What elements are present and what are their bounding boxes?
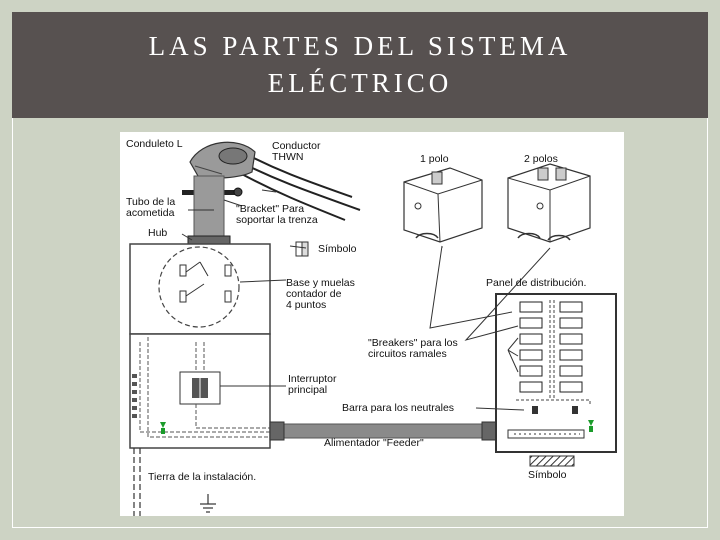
breaker-symbol-top	[296, 242, 308, 256]
distribution-panel	[496, 294, 616, 452]
conduleto-fitting	[190, 142, 255, 178]
neutral-bar	[508, 430, 584, 438]
ground-symbol-left	[200, 494, 216, 512]
label-base: Base y muelas contador de 4 puntos	[286, 277, 355, 311]
label-breakers: "Breakers" para los circuitos ramales	[368, 337, 458, 360]
slide-title: LAS PARTES DEL SISTEMA ELÉCTRICO	[148, 31, 572, 98]
hatch-symbol	[530, 456, 574, 466]
label-tierra: Tierra de la instalación.	[148, 471, 257, 483]
main-breaker	[180, 372, 220, 404]
label-two-poles: 2 polos	[524, 153, 558, 165]
feeder-conduit	[270, 424, 496, 438]
label-panel: Panel de distribución.	[486, 277, 587, 289]
label-conduleto: Conduleto L	[126, 138, 183, 150]
two-pole-breaker	[508, 164, 590, 242]
service-conduit	[194, 176, 224, 242]
label-alimentador: Alimentador "Feeder"	[324, 437, 424, 449]
title-band	[12, 12, 708, 118]
single-pole-breaker	[404, 168, 482, 242]
label-one-pole: 1 polo	[420, 153, 449, 165]
label-barra: Barra para los neutrales	[342, 402, 455, 414]
label-hub: Hub	[148, 227, 168, 239]
label-conductor: Conductor THWN	[272, 140, 321, 163]
label-interruptor: Interruptor principal	[288, 373, 337, 396]
label-simbolo-bottom: Símbolo	[528, 469, 567, 481]
hub	[188, 236, 230, 244]
diagram-drawing	[120, 132, 624, 516]
label-bracket: "Bracket" Para soportar la trenza	[236, 203, 318, 226]
electrical-system-diagram	[120, 132, 624, 516]
label-simbolo-top: Símbolo	[318, 243, 357, 255]
label-tubo: Tubo de la acometida	[126, 196, 176, 219]
grounding-conductor	[134, 448, 140, 516]
